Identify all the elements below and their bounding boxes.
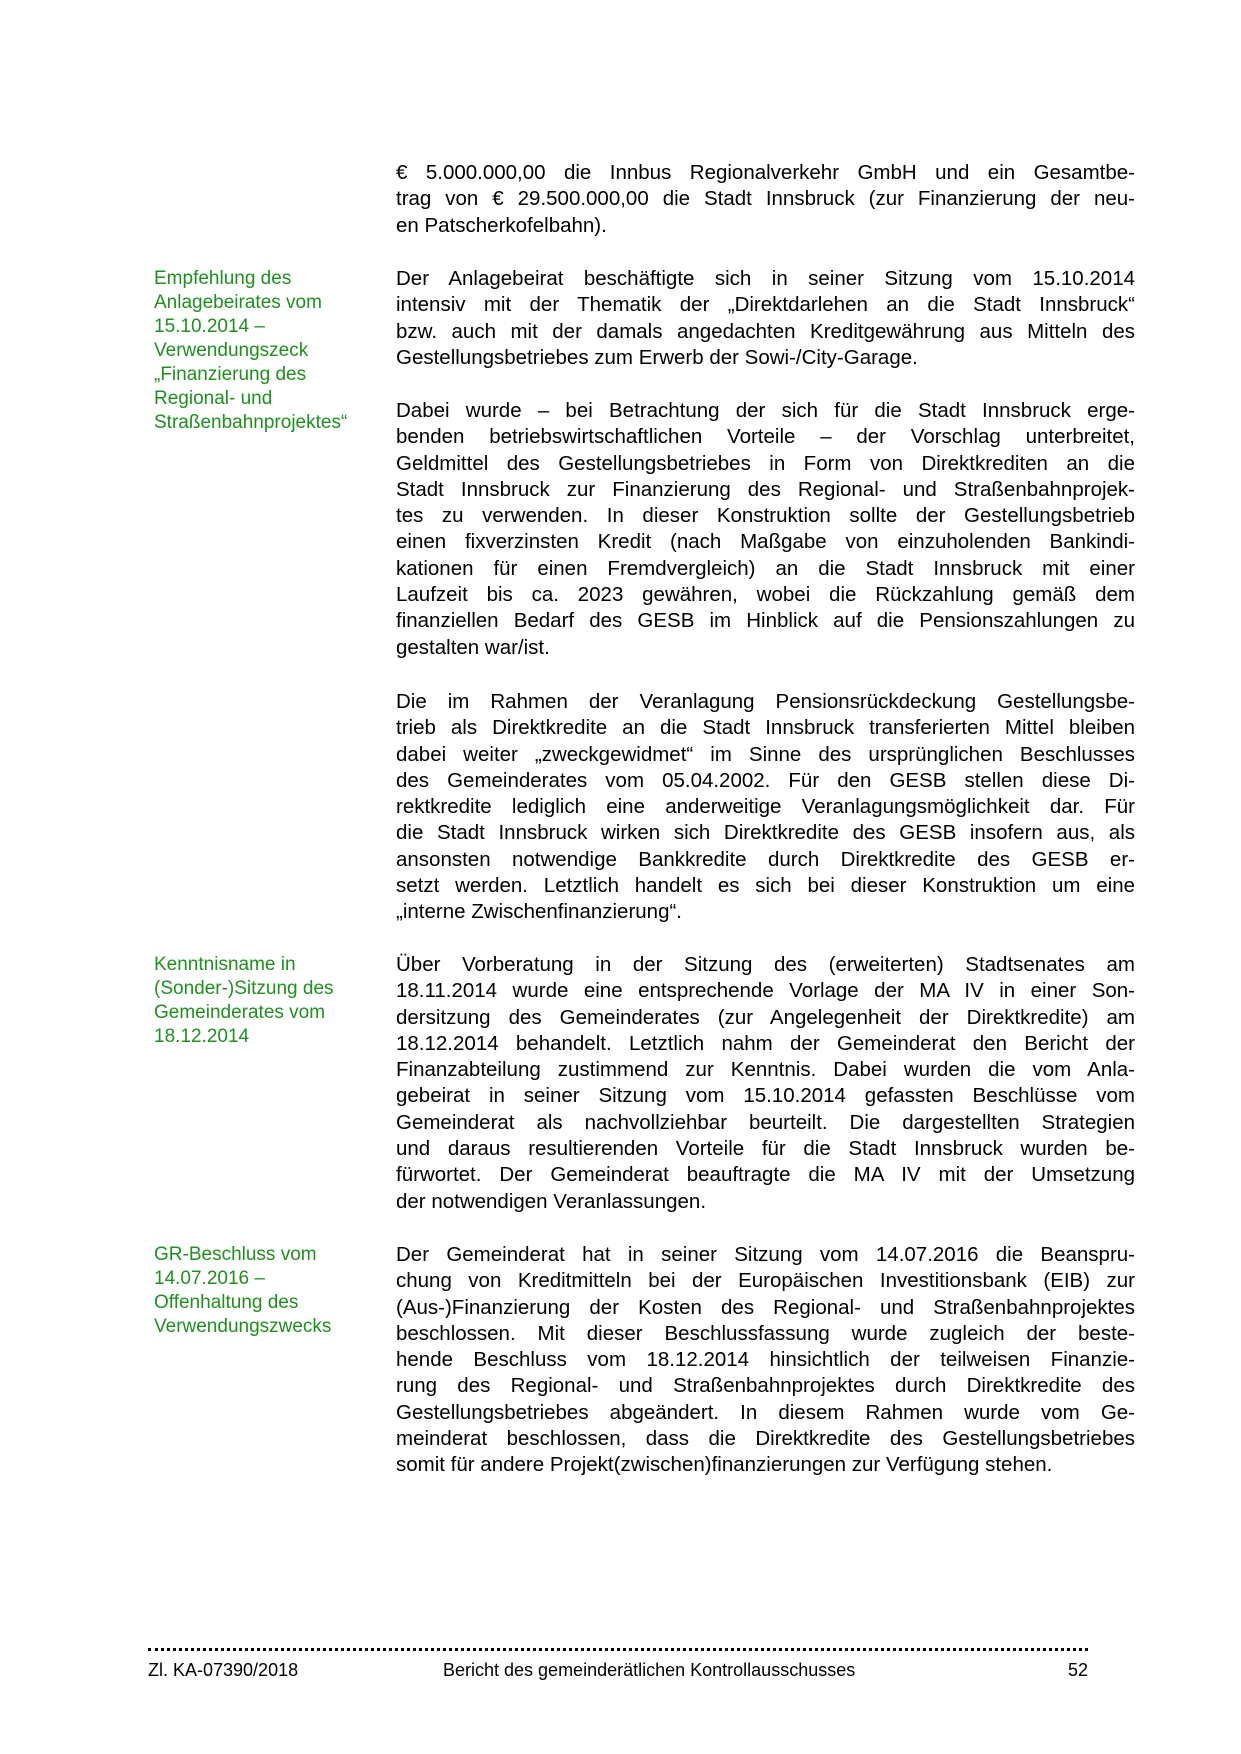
text-line: (Aus-)Finanzierung der Kosten des Regional- und Straßenbahnprojektes <box>396 1295 1135 1319</box>
margin-note-line: GR-Beschluss vom <box>154 1244 317 1265</box>
text-line: und daraus resultierenden Vorteile für die Stadt Innsbruck wurden be- <box>396 1137 1135 1161</box>
paragraph <box>396 689 1135 926</box>
text-line: 18.12.2014 behandelt. Letztlich nahm der Gemeinderat den Bericht der <box>396 1031 1135 1055</box>
text-line: Der Anlagebeirat beschäftigte sich in seiner Sitzung vom 15.10.2014 <box>396 267 1135 290</box>
text-line: finanziellen Bedarf des GESB im Hinblick auf die Pensionszahlungen zu <box>396 609 1135 633</box>
text-line: beschlossen. Mit dieser Beschlussfassung wurde zugleich der beste- <box>396 1321 1135 1345</box>
text-line: meinderat beschlossen, dass die Direktkredite des Gestellungsbetriebes <box>396 1427 1135 1451</box>
footer-title: Bericht des gemeinderätlichen Kontrollausschusses <box>443 1660 856 1680</box>
footer-reference: Zl. KA-07390/2018 <box>148 1660 299 1680</box>
margin-note-line: Verwendungszeck <box>154 340 309 361</box>
margin-note-line: Anlagebeirates vom <box>154 292 322 313</box>
text-line: die Stadt Innsbruck wirken sich Direktkredite des GESB insofern aus, als <box>396 821 1135 845</box>
text-line: des Gemeinderates vom 05.04.2002. Für den GESB stellen diese Di- <box>396 768 1135 792</box>
text-line: rektkredite lediglich eine anderweitige Veranlagungsmöglichkeit dar. Für <box>396 795 1135 819</box>
text-line: trieb als Direktkredite an die Stadt Innsbruck transferierten Mittel bleiben <box>396 716 1135 740</box>
text-line: gestalten war/ist. <box>396 635 550 659</box>
text-line: Geldmittel des Gestellungsbetriebes in Form von Direktkrediten an die <box>396 451 1135 475</box>
margin-note-line: 14.07.2016 – <box>154 1268 265 1289</box>
text-line: Stadt Innsbruck zur Finanzierung des Regional- und Straßenbahnprojek- <box>396 477 1135 501</box>
margin-note <box>154 953 374 1049</box>
paragraph <box>396 266 1135 371</box>
text-line: fürwortet. Der Gemeinderat beauftragte die MA IV mit der Umsetzung <box>396 1163 1135 1187</box>
text-line: „interne Zwischenfinanzierung“. <box>396 900 682 924</box>
text-line: tes zu verwenden. In dieser Konstruktion sollte der Gestellungsbetrieb <box>396 504 1135 528</box>
paragraph <box>396 952 1135 1215</box>
text-line: benden betriebswirtschaftlichen Vorteile – der Vorschlag unterbreitet, <box>396 425 1135 449</box>
text-line: dabei weiter „zweckgewidmet“ im Sinne des ursprünglichen Beschlusses <box>396 742 1135 766</box>
margin-note-line: Verwendungszwecks <box>154 1316 332 1337</box>
text-line: ansonsten notwendige Bankkredite durch Direktkredite des GESB er- <box>396 847 1135 871</box>
text-line: Gestellungsbetriebes zum Erwerb der Sowi-/City-Garage. <box>396 345 918 369</box>
margin-note-line: Kenntnisname in <box>154 954 296 975</box>
margin-note-line: „Finanzierung des <box>154 364 307 385</box>
text-line: setzt werden. Letztlich handelt es sich bei dieser Konstruktion um eine <box>396 874 1135 898</box>
text-line: Finanzabteilung zustimmend zur Kenntnis. Dabei wurden die vom Anla- <box>396 1058 1135 1082</box>
text-line: einen fixverzinsten Kredit (nach Maßgabe von einzuholenden Bankindi- <box>396 530 1135 554</box>
paragraph <box>396 398 1135 661</box>
text-line: chung von Kreditmitteln bei der Europäischen Investitionsbank (EIB) zur <box>396 1269 1135 1293</box>
margin-note-line: Offenhaltung des <box>154 1292 299 1313</box>
text-line: hende Beschluss vom 18.12.2014 hinsichtlich der teilweisen Finanzie- <box>396 1348 1135 1372</box>
text-line: Laufzeit bis ca. 2023 gewähren, wobei die Rückzahlung gemäß dem <box>396 583 1135 607</box>
text-line: Der Gemeinderat hat in seiner Sitzung vom 14.07.2016 die Beanspru- <box>396 1243 1135 1266</box>
text-line: € 5.000.000,00 die Innbus Regionalverkehr GmbH und ein Gesamtbe- <box>396 161 1135 184</box>
text-line: Die im Rahmen der Veranlagung Pensionsrückdeckung Gestellungsbe- <box>396 690 1135 713</box>
text-line: bzw. auch mit der damals angedachten Kreditgewährung aus Mitteln des <box>396 319 1135 343</box>
text-line: somit für andere Projekt(zwischen)finanzierungen zur Verfügung stehen. <box>396 1453 1053 1477</box>
text-line: der notwendigen Veranlassungen. <box>396 1189 707 1213</box>
text-line: trag von € 29.500.000,00 die Stadt Innsbruck (zur Finanzierung der neu- <box>396 187 1135 211</box>
margin-note-line: (Sonder-)Sitzung des <box>154 978 334 999</box>
text-line: Gestellungsbetriebes abgeändert. In diesem Rahmen wurde vom Ge- <box>396 1400 1135 1424</box>
text-line: gebeirat in seiner Sitzung vom 15.10.2014 gefassten Beschlüsse vom <box>396 1084 1135 1108</box>
text-line: dersitzung des Gemeinderates (zur Angelegenheit der Direktkredite) am <box>396 1005 1135 1029</box>
footer-divider <box>148 1648 1088 1651</box>
text-line: Dabei wurde – bei Betrachtung der sich für die Stadt Innsbruck erge- <box>396 399 1135 422</box>
margin-note-line: Gemeinderates vom <box>154 1002 326 1023</box>
text-line: en Patscherkofelbahn). <box>396 213 607 237</box>
margin-note <box>154 1243 374 1339</box>
margin-note-line: 18.12.2014 <box>154 1026 250 1047</box>
text-line: kationen für einen Fremdvergleich) an die Stadt Innsbruck mit einer <box>396 556 1135 580</box>
page-number: 52 <box>1068 1660 1089 1680</box>
paragraph <box>396 1242 1135 1479</box>
margin-note-line: Regional- und <box>154 388 273 409</box>
paragraph <box>396 160 1135 239</box>
margin-note-line: Straßenbahnprojektes“ <box>154 412 348 433</box>
margin-note-line: 15.10.2014 – <box>154 316 265 337</box>
margin-note-line: Empfehlung des <box>154 268 292 289</box>
text-line: rung des Regional- und Straßenbahnprojektes durch Direktkredite des <box>396 1374 1135 1398</box>
margin-note <box>154 267 374 435</box>
text-line: Gemeinderat als nachvollziehbar beurteilt. Die dargestellten Strategien <box>396 1110 1135 1134</box>
text-line: 18.11.2014 wurde eine entsprechende Vorlage der MA IV in einer Son- <box>396 979 1135 1003</box>
text-line: Über Vorberatung in der Sitzung des (erweiterten) Stadtsenates am <box>396 953 1135 976</box>
text-line: intensiv mit der Thematik der „Direktdarlehen an die Stadt Innsbruck“ <box>396 293 1135 317</box>
